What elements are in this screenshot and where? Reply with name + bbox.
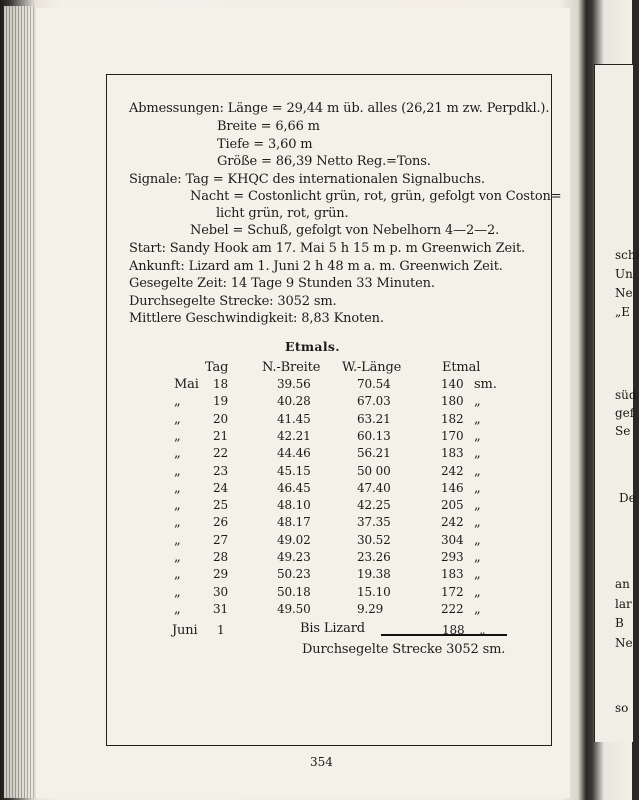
table-cell-day: 18 bbox=[213, 377, 228, 391]
table-cell-month: „ bbox=[174, 411, 181, 427]
depth-line: Tiefe = 3,60 m bbox=[217, 137, 313, 152]
table-cell-month: „ bbox=[174, 394, 181, 410]
right-fragment: so bbox=[615, 701, 629, 715]
right-fragment: Ne bbox=[615, 636, 633, 650]
final-row-day: 1 bbox=[217, 623, 225, 637]
right-page-fragment bbox=[594, 64, 639, 742]
table-cell-etmal: 293 bbox=[441, 550, 464, 564]
sailing-time-line: Gesegelte Zeit: 14 Tage 9 Stunden 33 Minuten. bbox=[129, 276, 435, 291]
table-cell-lon: 23.26 bbox=[357, 550, 391, 564]
right-fragment: B bbox=[615, 616, 624, 630]
table-cell-etmal: 242 bbox=[441, 463, 464, 478]
right-fragment: „E bbox=[615, 305, 630, 319]
size-line: Größe = 86,39 Netto Reg.=Tons. bbox=[217, 154, 431, 169]
page-edges bbox=[4, 6, 34, 798]
final-row-month: Juni bbox=[172, 623, 198, 638]
table-cell-unit: „ bbox=[474, 480, 481, 496]
table-cell-etmal: 180 bbox=[441, 394, 464, 409]
table-cell-day: 25 bbox=[213, 498, 228, 513]
table-cell-unit: „ bbox=[474, 446, 481, 462]
table-cell-unit: „ bbox=[474, 394, 481, 410]
table-cell-lat: 42.21 bbox=[277, 428, 311, 443]
table-header-etmal: Etmal bbox=[442, 360, 481, 375]
table-cell-unit: „ bbox=[474, 428, 481, 444]
final-row-etmal: 188 bbox=[442, 623, 465, 637]
table-cell-lon: 63.21 bbox=[357, 411, 391, 426]
table-title: Etmals. bbox=[285, 339, 340, 354]
table-cell-day: 30 bbox=[213, 584, 228, 599]
table-cell-unit: „ bbox=[474, 532, 481, 548]
night-signal-continuation: licht grün, rot, grün. bbox=[216, 206, 349, 221]
right-fragment: lar bbox=[615, 597, 632, 611]
table-cell-day: 22 bbox=[213, 446, 228, 461]
table-cell-etmal: 140 bbox=[441, 377, 464, 391]
table-cell-lon: 15.10 bbox=[357, 584, 391, 599]
table-cell-lon: 56.21 bbox=[357, 446, 391, 461]
right-fragment: schi bbox=[615, 248, 639, 262]
table-cell-lat: 50.18 bbox=[277, 584, 311, 599]
table-cell-unit: „ bbox=[474, 515, 481, 531]
table-cell-etmal: 146 bbox=[441, 480, 464, 495]
table-cell-etmal: 183 bbox=[441, 567, 464, 582]
table-cell-lat: 44.46 bbox=[277, 446, 311, 461]
table-cell-lon: 42.25 bbox=[357, 498, 391, 513]
width-line: Breite = 6,66 m bbox=[217, 119, 320, 134]
table-cell-day: 21 bbox=[213, 428, 228, 443]
table-cell-lat: 41.45 bbox=[277, 411, 311, 426]
table-cell-month: „ bbox=[174, 584, 181, 600]
table-cell-unit: sm. bbox=[474, 377, 497, 392]
table-cell-etmal: 172 bbox=[441, 584, 464, 599]
table-cell-month: Mai bbox=[174, 377, 199, 392]
table-cell-month: „ bbox=[174, 601, 181, 617]
total-rule bbox=[381, 634, 507, 636]
speed-line: Mittlere Geschwindigkeit: 8,83 Knoten. bbox=[129, 311, 384, 326]
table-cell-day: 29 bbox=[213, 567, 228, 582]
table-cell-lon: 19.38 bbox=[357, 567, 391, 582]
table-cell-lat: 39.56 bbox=[277, 377, 311, 391]
table-cell-unit: „ bbox=[474, 601, 481, 617]
right-fragment: süd bbox=[615, 388, 637, 402]
start-line: Start: Sandy Hook am 17. Mai 5 h 15 m p. m Greenwich Zeit. bbox=[129, 241, 526, 256]
table-cell-unit: „ bbox=[474, 567, 481, 583]
night-signal-line: Nacht = Costonlicht grün, rot, grün, gefolgt von Coston= bbox=[190, 189, 562, 204]
table-header-day: Tag bbox=[205, 360, 229, 375]
table-cell-unit: „ bbox=[474, 584, 481, 600]
table-cell-lon: 9.29 bbox=[357, 601, 384, 616]
table-cell-lat: 49.23 bbox=[277, 550, 311, 564]
table-cell-day: 28 bbox=[213, 550, 228, 564]
table-cell-month: „ bbox=[174, 428, 181, 444]
table-cell-etmal: 205 bbox=[441, 498, 464, 513]
signals-line: Signale: Tag = KHQC des internationalen Signalbuchs. bbox=[129, 172, 485, 187]
table-cell-lat: 50.23 bbox=[277, 567, 311, 582]
table-cell-etmal: 183 bbox=[441, 446, 464, 461]
table-cell-lat: 40.28 bbox=[277, 394, 311, 409]
table-header-latitude: N.-Breite bbox=[262, 360, 321, 375]
table-cell-day: 26 bbox=[213, 515, 228, 530]
table-cell-etmal: 182 bbox=[441, 411, 464, 426]
arrival-line: Ankunft: Lizard am 1. Juni 2 h 48 m a. m. Greenwich Zeit. bbox=[129, 259, 503, 274]
table-cell-lon: 50 00 bbox=[357, 463, 391, 478]
distance-line: Durchsegelte Strecke: 3052 sm. bbox=[129, 294, 337, 309]
table-cell-lon: 67.03 bbox=[357, 394, 391, 409]
table-cell-unit: „ bbox=[474, 411, 481, 427]
table-cell-lat: 48.10 bbox=[277, 498, 311, 513]
table-cell-month: „ bbox=[174, 446, 181, 462]
table-cell-etmal: 242 bbox=[441, 515, 464, 530]
table-cell-day: 19 bbox=[213, 394, 228, 409]
table-cell-day: 24 bbox=[213, 480, 228, 495]
table-cell-lon: 47.40 bbox=[357, 480, 391, 495]
right-fragment: Se bbox=[615, 424, 631, 438]
table-cell-day: 31 bbox=[213, 601, 228, 616]
right-fragment: De bbox=[619, 491, 636, 505]
table-cell-lon: 37.35 bbox=[357, 515, 391, 530]
dimensions-line: Abmessungen: Länge = 29,44 m üb. alles (26,21 m zw. Perpdkl.). bbox=[129, 101, 550, 116]
table-header-longitude: W.-Länge bbox=[342, 360, 402, 375]
total-line: Durchsegelte Strecke 3052 sm. bbox=[302, 642, 506, 657]
table-cell-etmal: 170 bbox=[441, 428, 464, 443]
table-cell-lat: 45.15 bbox=[277, 463, 311, 478]
table-cell-month: „ bbox=[174, 550, 181, 565]
table-cell-lat: 48.17 bbox=[277, 515, 311, 530]
table-cell-lat: 46.45 bbox=[277, 480, 311, 495]
table-cell-month: „ bbox=[174, 463, 181, 479]
table-cell-etmal: 304 bbox=[441, 532, 464, 547]
table-cell-month: „ bbox=[174, 480, 181, 496]
table-cell-lat: 49.02 bbox=[277, 532, 311, 547]
final-row-unit: „ bbox=[479, 623, 486, 638]
table-cell-month: „ bbox=[174, 567, 181, 583]
table-cell-lon: 60.13 bbox=[357, 428, 391, 443]
table-cell-lon: 30.52 bbox=[357, 532, 391, 547]
table-cell-day: 27 bbox=[213, 532, 228, 547]
table-cell-unit: „ bbox=[474, 498, 481, 514]
fog-signal-line: Nebel = Schuß, gefolgt von Nebelhorn 4—2—2. bbox=[190, 223, 500, 238]
right-fragment: Un bbox=[615, 267, 633, 281]
table-cell-month: „ bbox=[174, 515, 181, 531]
right-fragment: gef bbox=[615, 406, 635, 420]
right-fragment: an bbox=[615, 577, 630, 591]
page-number: 354 bbox=[310, 755, 333, 769]
table-cell-lon: 70.54 bbox=[357, 377, 391, 391]
table-cell-month: „ bbox=[174, 532, 181, 548]
table-cell-unit: „ bbox=[474, 463, 481, 479]
table-cell-month: „ bbox=[174, 498, 181, 514]
final-row-label: Bis Lizard bbox=[300, 621, 365, 636]
table-cell-day: 23 bbox=[213, 463, 228, 478]
table-cell-day: 20 bbox=[213, 411, 228, 426]
table-cell-etmal: 222 bbox=[441, 601, 464, 616]
table-cell-unit: „ bbox=[474, 550, 481, 565]
right-fragment: Ne bbox=[615, 286, 633, 300]
table-cell-lat: 49.50 bbox=[277, 601, 311, 616]
